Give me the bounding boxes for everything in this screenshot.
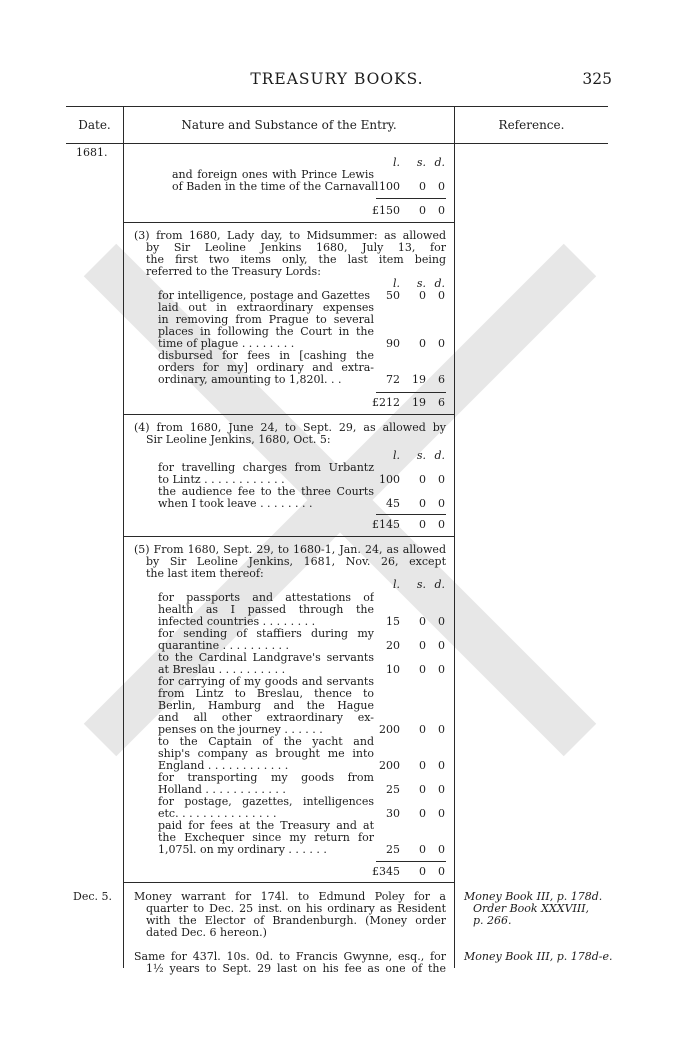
sec3-item1-amount-d: 0: [438, 289, 445, 302]
entry-line: with the Elector of Brandenburgh. (Money order: [146, 915, 446, 927]
cont-amount-d: 0: [438, 180, 445, 193]
item-line: when I took leave . . . . . . . .: [158, 497, 313, 510]
section-divider: [124, 222, 454, 223]
sec5-item8-amount-l: 25: [386, 843, 400, 856]
unit-l: l.: [392, 578, 400, 591]
sec5-item6-amount-s: 0: [419, 783, 426, 796]
sec3-item2-amount-d: 0: [438, 337, 445, 350]
item-line: disbursed for fees in [cashing the: [158, 350, 374, 362]
section-intro-line: referred to the Treasury Lords:: [146, 265, 321, 278]
sec5-item8-amount-d: 0: [438, 843, 445, 856]
sec3-item3-amount-d: 6: [438, 373, 445, 386]
item-line: quarantine . . . . . . . . . .: [158, 639, 290, 652]
section-intro-line: (3) from 1680, Lady day, to Midsummer: as allowed: [134, 230, 446, 242]
sec5-item5-amount-l: 200: [379, 759, 400, 772]
section-intro-line: (5) From 1680, Sept. 29, to 1680-1, Jan. 24, as allowed: [134, 544, 446, 556]
item-line: for intelligence, postage and Gazettes: [158, 289, 370, 302]
sec4-item2-amount-d: 0: [438, 497, 445, 510]
sec5-item3-amount-l: 10: [386, 663, 400, 676]
entry-line: 1½ years to Sept. 29 last on his fee as one of the: [146, 963, 446, 975]
sec3-total-s: 19: [412, 396, 426, 409]
cont-total-s: 0: [419, 204, 426, 217]
sum-rule: [376, 392, 446, 393]
section-divider: [124, 536, 454, 537]
item-line: health as I passed through the: [158, 604, 374, 616]
sec5-item7-amount-l: 30: [386, 807, 400, 820]
year-label: 1681.: [76, 146, 108, 159]
item-line: for sending of staffiers during my: [158, 628, 374, 640]
unit-s: s.: [416, 449, 426, 462]
item-line: from Lintz to Breslau, thence to: [158, 688, 374, 700]
entry-line: Same for 437l. 10s. 0d. to Francis Gwynne, esq., for: [134, 951, 446, 963]
sec5-item8-amount-s: 0: [419, 843, 426, 856]
reference-line: p. 266.: [473, 914, 512, 927]
sec4-item1-amount-l: 100: [379, 473, 400, 486]
section-intro-line: by Sir Leoline Jenkins, 1681, Nov. 26, except: [146, 556, 446, 568]
unit-d: d.: [434, 156, 445, 169]
sec3-item3-amount-s: 19: [412, 373, 426, 386]
item-line: ordinary, amounting to 1,820l. . .: [158, 373, 342, 386]
item-line: etc. . . . . . . . . . . . . . .: [158, 807, 277, 820]
unit-l: l.: [392, 156, 400, 169]
sec4-total-d: 0: [438, 518, 445, 531]
item-line: penses on the journey . . . . . .: [158, 723, 323, 736]
sec3-total-d: 6: [438, 396, 445, 409]
item-line: infected countries . . . . . . . .: [158, 615, 316, 628]
sec5-item7-amount-s: 0: [419, 807, 426, 820]
reference-line: Order Book XXXVIII,: [473, 902, 590, 915]
item-line: to the Captain of the yacht and: [158, 736, 374, 748]
item-line: for transporting my goods from: [158, 772, 374, 784]
sec4-item1-amount-d: 0: [438, 473, 445, 486]
sec3-item1-amount-s: 0: [419, 289, 426, 302]
continuation-line: of Baden in the time of the Carnavall: [172, 180, 379, 193]
item-line: England . . . . . . . . . . . .: [158, 759, 289, 772]
item-line: 1,075l. on my ordinary . . . . . .: [158, 843, 327, 856]
item-line: ship's company as brought me into: [158, 748, 374, 760]
unit-d: d.: [434, 449, 445, 462]
unit-s: s.: [416, 277, 426, 290]
item-line: for postage, gazettes, intelligences: [158, 796, 374, 808]
sec5-item3-amount-d: 0: [438, 663, 445, 676]
sum-rule: [376, 861, 446, 862]
item-line: in removing from Prague to several: [158, 314, 374, 326]
continuation-line: and foreign ones with Prince Lewis: [172, 169, 374, 181]
unit-d: d.: [434, 578, 445, 591]
section-intro-line: (4) from 1680, June 24, to Sept. 29, as allowed by: [134, 422, 446, 434]
sum-rule: [376, 198, 446, 199]
section-intro-line: by Sir Leoline Jenkins 1680, July 13, for: [146, 242, 446, 254]
item-line: places in following the Court in the: [158, 326, 374, 338]
date-column-divider: [123, 106, 124, 968]
sec5-item6-amount-d: 0: [438, 783, 445, 796]
sec5-item1-amount-d: 0: [438, 615, 445, 628]
header-bottom-rule: [66, 143, 608, 144]
sec5-item1-amount-s: 0: [419, 615, 426, 628]
section-intro-line: the first two items only, the last item being: [146, 254, 446, 266]
entry-line: dated Dec. 6 hereon.): [146, 926, 267, 939]
cont-amount-l: 100: [379, 180, 400, 193]
sec5-item4-amount-l: 200: [379, 723, 400, 736]
page-number: 325: [582, 70, 612, 88]
sec5-item4-amount-d: 0: [438, 723, 445, 736]
item-line: to the Cardinal Landgrave's servants: [158, 652, 374, 664]
sec5-item5-amount-s: 0: [419, 759, 426, 772]
sec5-item3-amount-s: 0: [419, 663, 426, 676]
sum-rule: [376, 514, 446, 515]
sec5-item7-amount-d: 0: [438, 807, 445, 820]
item-line: and all other extraordinary ex-: [158, 712, 374, 724]
reference-line: Money Book III, p. 178d.: [464, 890, 603, 903]
cont-total-d: 0: [438, 204, 445, 217]
sec5-item2-amount-l: 20: [386, 639, 400, 652]
item-line: Berlin, Hamburg and the Hague: [158, 700, 374, 712]
sec3-item1-amount-l: 50: [386, 289, 400, 302]
item-line: paid for fees at the Treasury and at: [158, 820, 374, 832]
unit-d: d.: [434, 277, 445, 290]
sec5-total-s: 0: [419, 865, 426, 878]
unit-s: s.: [416, 578, 426, 591]
item-line: to Lintz . . . . . . . . . . . .: [158, 473, 285, 486]
item-line: time of plague . . . . . . . .: [158, 337, 295, 350]
item-line: for travelling charges from Urbantz: [158, 462, 374, 474]
reference-line: Money Book III, p. 178d-e.: [464, 950, 613, 963]
item-line: orders for my] ordinary and extra-: [158, 362, 374, 374]
running-title: TREASURY BOOKS.: [250, 70, 424, 88]
entry-date: Dec. 5.: [73, 890, 112, 903]
column-header-reference: Reference.: [498, 118, 565, 132]
column-header-date: Date.: [78, 118, 111, 132]
sec5-item1-amount-l: 15: [386, 615, 400, 628]
sec3-total-l: £212: [372, 396, 400, 409]
sec5-item5-amount-d: 0: [438, 759, 445, 772]
sec3-item2-amount-s: 0: [419, 337, 426, 350]
sec4-item2-amount-l: 45: [386, 497, 400, 510]
entry-line: quarter to Dec. 25 inst. on his ordinary as Resident: [146, 903, 446, 915]
sec3-item3-amount-l: 72: [386, 373, 400, 386]
reference-column-divider: [454, 106, 455, 968]
cont-amount-s: 0: [419, 180, 426, 193]
column-header-nature: Nature and Substance of the Entry.: [181, 118, 397, 132]
unit-s: s.: [416, 156, 426, 169]
sec4-item1-amount-s: 0: [419, 473, 426, 486]
sec5-total-l: £345: [372, 865, 400, 878]
item-line: Holland . . . . . . . . . . . .: [158, 783, 286, 796]
entry-line: Money warrant for 174l. to Edmund Poley for a: [134, 891, 446, 903]
item-line: laid out in extraordinary expenses: [158, 302, 374, 314]
item-line: for passports and attestations of: [158, 592, 374, 604]
unit-l: l.: [392, 449, 400, 462]
sec5-item2-amount-d: 0: [438, 639, 445, 652]
item-line: at Breslau . . . . . . . . . .: [158, 663, 286, 676]
sec5-item2-amount-s: 0: [419, 639, 426, 652]
unit-l: l.: [392, 277, 400, 290]
section-divider: [124, 882, 454, 883]
sec5-item4-amount-s: 0: [419, 723, 426, 736]
item-line: the audience fee to the three Courts: [158, 486, 374, 498]
cont-total-l: £150: [372, 204, 400, 217]
sec4-total-s: 0: [419, 518, 426, 531]
table-top-rule: [66, 106, 608, 107]
sec5-item6-amount-l: 25: [386, 783, 400, 796]
section-intro-line: Sir Leoline Jenkins, 1680, Oct. 5:: [146, 433, 331, 446]
section-divider: [124, 414, 454, 415]
sec5-total-d: 0: [438, 865, 445, 878]
item-line: the Exchequer since my return for: [158, 832, 374, 844]
item-line: for carrying of my goods and servants: [158, 676, 374, 688]
sec3-item2-amount-l: 90: [386, 337, 400, 350]
sec4-total-l: £145: [372, 518, 400, 531]
section-intro-line: the last item thereof:: [146, 567, 264, 580]
sec4-item2-amount-s: 0: [419, 497, 426, 510]
